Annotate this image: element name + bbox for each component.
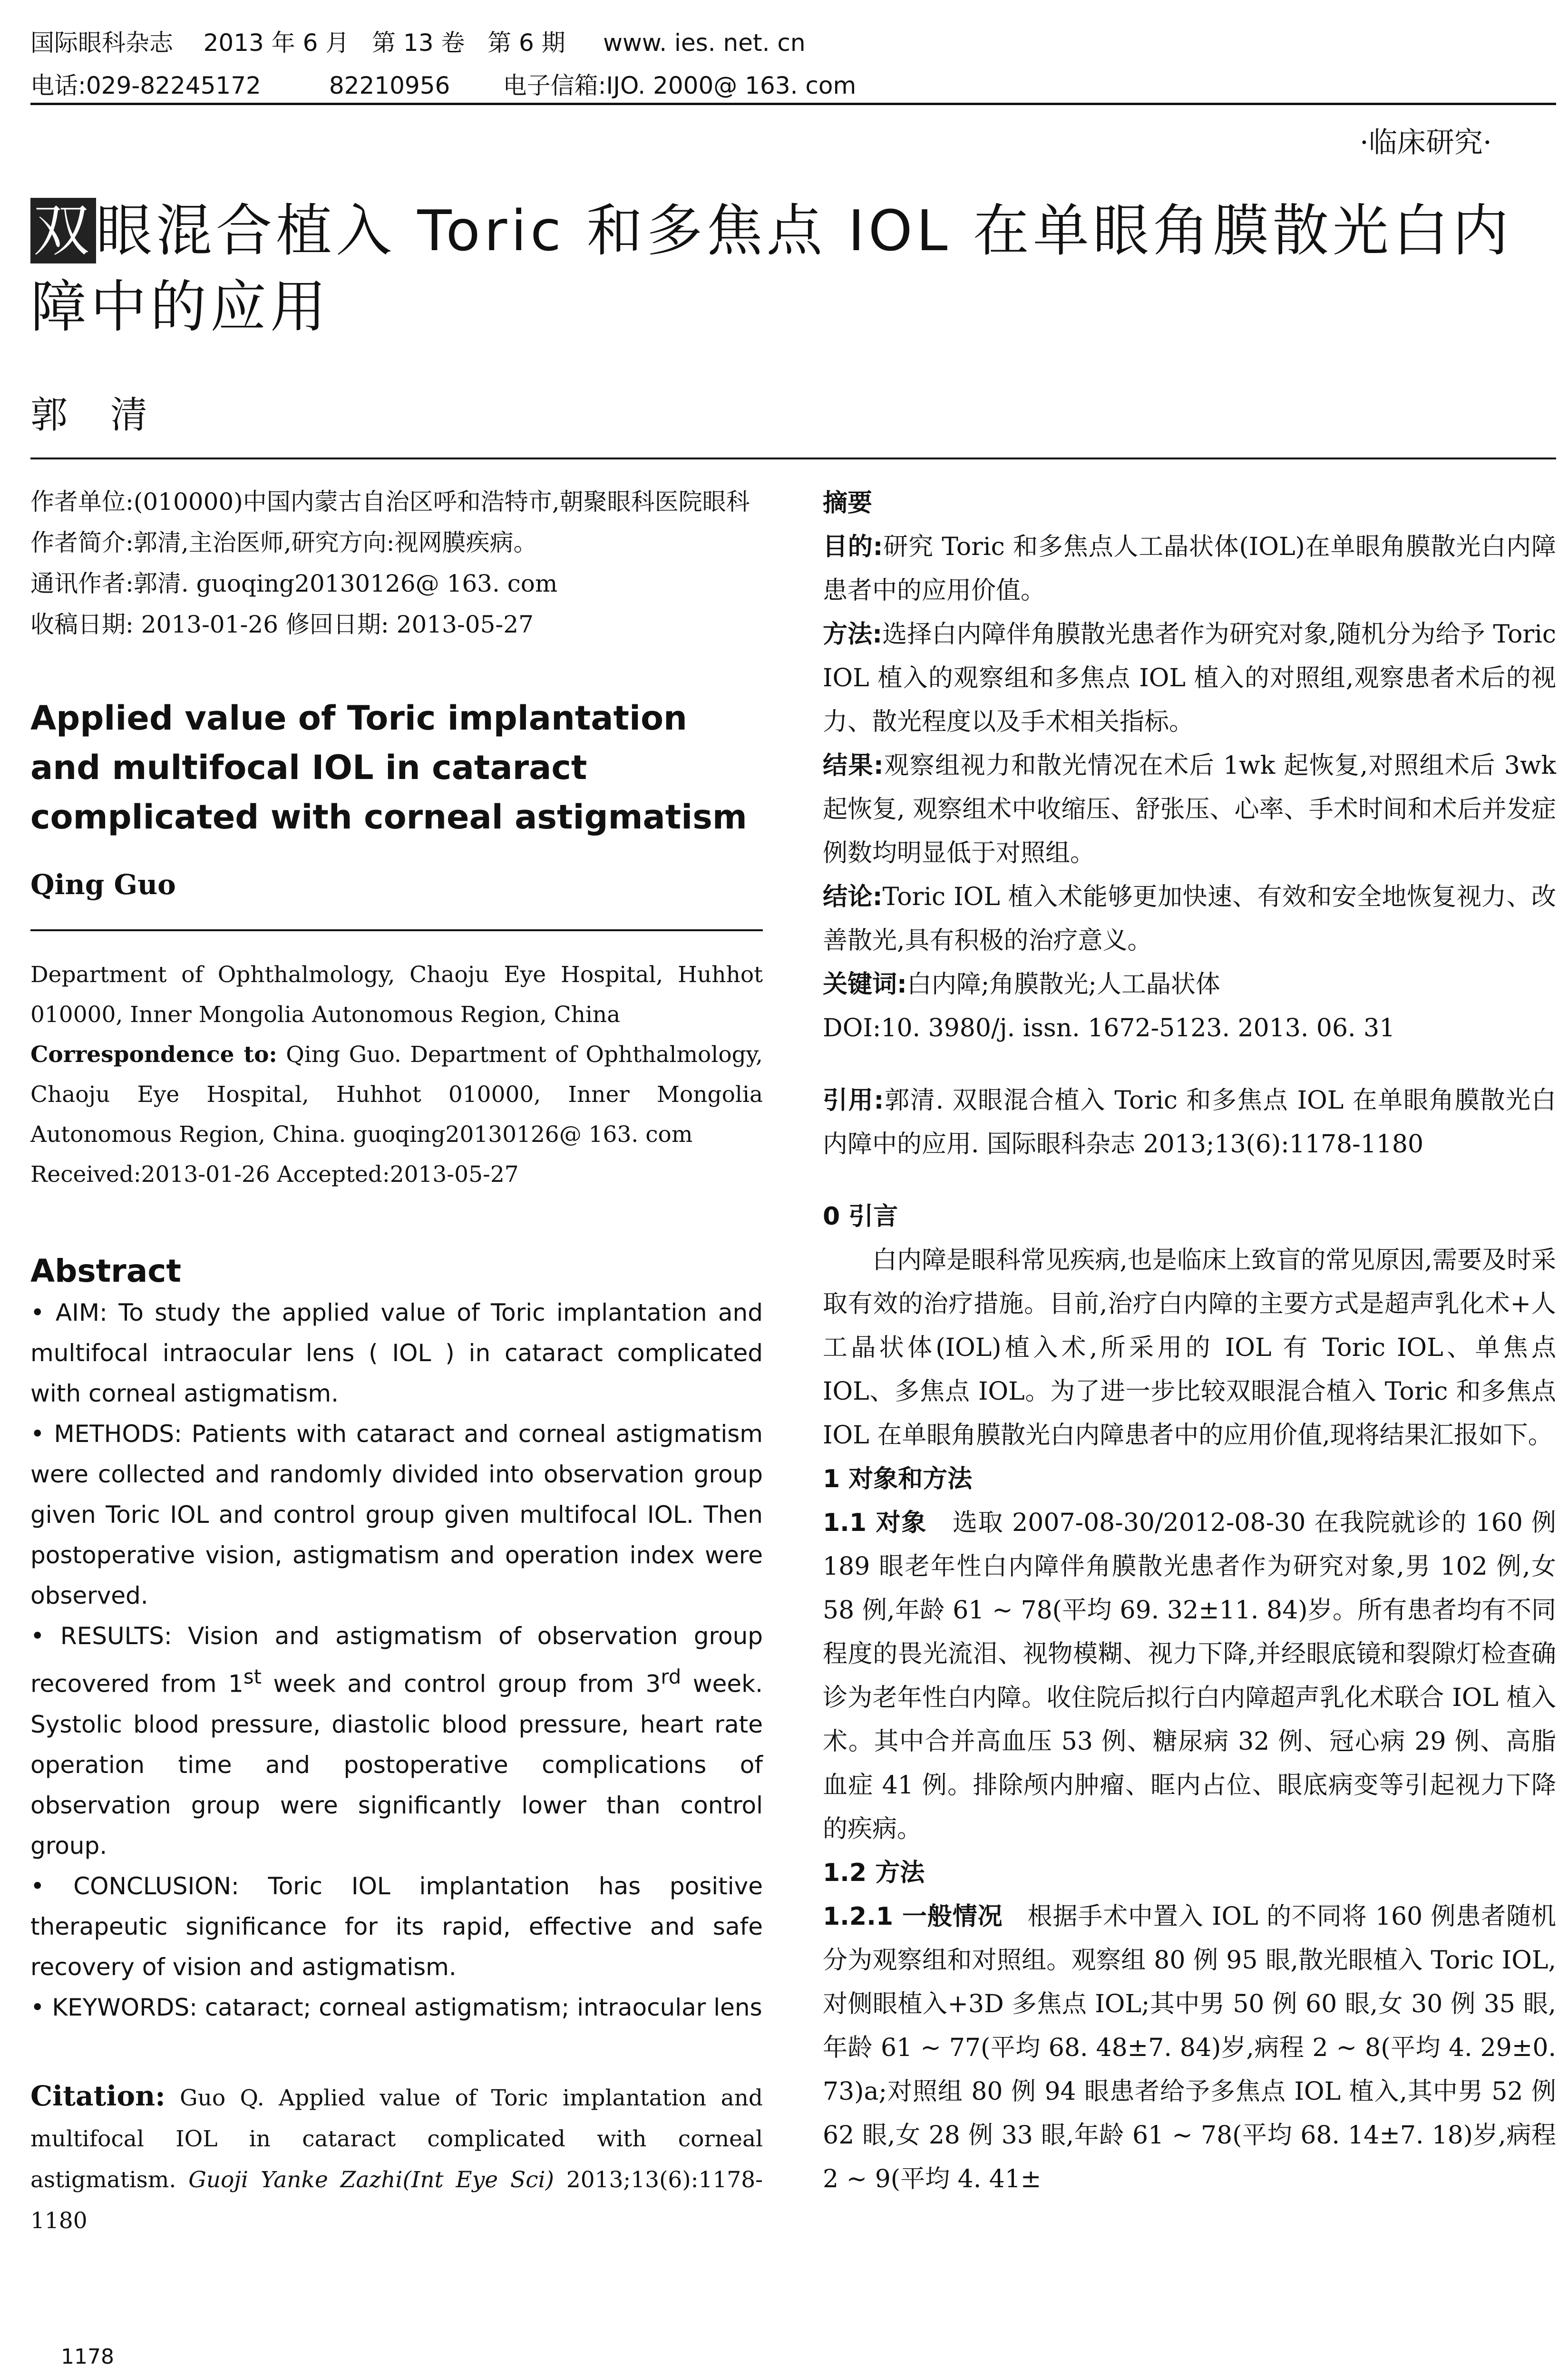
section-1-2-1-text: 根据手术中置入 IOL 的不同将 160 例患者随机分为观察组和对照组。观察组 80 例 95 眼,散光眼植入 Toric IOL,对侧眼植入+3D 多焦点 IOL;其中男 50 例 60 眼,女 30 例 35 眼,年龄 61 ~ 77(平均 68. 48±7. 84)岁,病程 2 ~ 8(平均 4. 29±0. 73)a;对照组 80 例 94 眼患者给予多焦点 IOL 植入,其中男 52 例 62 眼,女 28 例 33 眼,年龄 61 ~ 78(平均 68. 14±7. 18)岁,病程 2 ~ 9(平均 4. 41± [823,1902,1556,2193]
conclusion-text: Toric IOL 植入术能够更加快速、有效和安全地恢复视力、改善散光,具有积极的治疗意义。 [823,883,1557,955]
corresponding-author: 通讯作者:郭清. guoqing20130126@ 163. com [30,570,558,597]
results-sup2: rd [661,1665,682,1688]
section-1-2-heading: 1.2 方法 [823,1859,925,1887]
abstract-methods: • METHODS: Patients with cataract and corneal astigmatism were collected and randomly divided into observation group given Toric IOL and control group given multifocal IOL. Then postoperative vision, astigmatism and operation index were observed. [30,1420,763,1609]
article-meta-cn [30,481,763,645]
citation-cn-label: 引用: [823,1086,884,1115]
correspondence-en [30,1035,763,1155]
section-1-heading: 1 对象和方法 [823,1465,973,1493]
abstract-cn-keywords [823,963,1556,1006]
abstract-en [30,1293,763,2028]
results-part1: • RESULTS: Vision and astigmatism of observation group recovered from 1 [30,1622,763,1698]
author-bio: 作者简介:郭清,主治医师,研究方向:视网膜疾病。 [30,529,537,556]
section-tag: ·临床研究· [1359,126,1492,159]
received-dates: 收稿日期: 2013-01-26 修回日期: 2013-05-27 [30,611,534,638]
abstract-cn-results [823,744,1556,875]
abstract-cn-heading: 摘要 [823,489,873,517]
methods-label: 方法: [823,620,883,649]
aim-label: 目的: [823,533,883,561]
english-affiliation-block [30,955,763,1195]
left-column [30,481,763,2241]
author-name-cn: 郭清 [30,394,191,437]
citation-cn [823,1079,1556,1166]
results-text: 观察组视力和散光情况在术后 1wk 起恢复,对照组术后 3wk 起恢复, 观察组术中收缩压、舒张压、心率、手术时间和术后并发症例数均明显低于对照组。 [823,751,1556,867]
keywords-label: 关键词: [823,970,907,999]
aim-text: 研究 Toric 和多焦点人工晶状体(IOL)在单眼角膜散光白内障患者中的应用价值。 [823,533,1556,605]
abstract-cn-conclusion [823,875,1556,963]
correspondence-text: Qing Guo. Department of Ophthalmology, Chaoju Eye Hospital, Huhhot 010000, Inner Mongolia Autonomous Region, China. guoqing20130126@ 163. com [30,1042,763,1148]
citation-journal: Guoji Yanke Zazhi(Int Eye Sci) [188,2166,554,2193]
citation-cn-text: 郭清. 双眼混合植入 Toric 和多焦点 IOL 在单眼角膜散光白内障中的应用. 国际眼科杂志 2013;13(6):1178-1180 [823,1086,1557,1159]
affiliation: 作者单位:(010000)中国内蒙古自治区呼和浩特市,朝聚眼科医院眼科 [30,488,750,516]
section-1-2-1-label: 1.2.1 一般情况 [823,1902,1003,1931]
results-sup1: st [243,1665,262,1688]
results-part2: week and control group from 3 [261,1670,661,1698]
methods-text: 选择白内障伴角膜散光患者作为研究对象,随机分为给予 Toric IOL 植入的观察组和多焦点 IOL 植入的对照组,观察患者术后的视力、散光程度以及手术相关指标。 [823,620,1557,736]
title-rule [30,458,1556,459]
correspondence-label: Correspondence to: [30,1042,277,1068]
doi: DOI:10. 3980/j. issn. 1672-5123. 2013. 06. 31 [823,1014,1395,1042]
page-number: 1178 [61,2345,114,2369]
english-title: Applied value of Toric implantation and multifocal IOL in cataract complicated with corneal astigmatism [30,699,747,837]
conclusion-label: 结论: [823,883,883,911]
section-1-1 [823,1501,1556,1851]
citation-text: Guo Q. Applied value of Toric implantation and multifocal IOL in cataract complicated with corneal astigmatism. [30,2085,763,2193]
abstract-heading: Abstract [30,1253,181,1289]
abstract-cn-methods [823,613,1556,744]
author-name-en: Qing Guo [30,868,176,901]
results-label: 结果: [823,751,884,780]
title-first-char: 双 [30,198,96,263]
department-en: Department of Ophthalmology, Chaoju Eye Hospital, Huhhot 010000, Inner Mongolia Autonomous Region, China [30,962,763,1028]
section-1-2-1 [823,1895,1556,2201]
right-column [823,481,1556,2201]
citation-en [30,2075,763,2241]
citation-issue: 2013;13(6):1178-1180 [30,2166,763,2234]
running-header-contact: 电话:029-82245172 82210956 电子信箱:IJO. 2000@ 163. com [30,72,857,99]
keywords-text: 白内障;角膜散光;人工晶状体 [906,970,1220,999]
section-0-heading: 0 引言 [823,1202,898,1231]
abstract-cn-aim [823,525,1556,613]
running-header-journal: 国际眼科杂志 2013 年 6 月 第 13 卷 第 6 期 www. ies. net. cn [30,29,806,57]
abstract-aim: • AIM: To study the applied value of Toric implantation and multifocal intraocular lens ( IOL ) in cataract complicated with corneal astigmatism. [30,1299,763,1407]
received-en: Received:2013-01-26 Accepted:2013-05-27 [30,1161,519,1188]
header-rule [30,103,1556,105]
article-title [30,193,1562,345]
citation-label: Citation: [30,2079,166,2112]
abstract-keywords: • KEYWORDS: cataract; corneal astigmatism; intraocular lens [30,1993,762,2021]
results-part3: week. Systolic blood pressure, diastolic blood pressure, heart rate operation time and postoperative complications of observation group were significantly lower than control group. [30,1670,763,1860]
english-title-rule [30,929,763,931]
intro-paragraph: 白内障是眼科常见疾病,也是临床上致盲的常见原因,需要及时采取有效的治疗措施。目前,治疗白内障的主要方式是超声乳化术+人工晶状体(IOL)植入术,所采用的 IOL 有 Toric IOL、单焦点 IOL、多焦点 IOL。为了进一步比较双眼混合植入 Toric 和多焦点 IOL 在单眼角膜散光白内障患者中的应用价值,现将结果汇报如下。 [823,1246,1556,1450]
section-1-1-text: 选取 2007-08-30/2012-08-30 在我院就诊的 160 例 189 眼老年性白内障伴角膜散光患者作为研究对象,男 102 例,女 58 例,年龄 61 ~ 78(平均 69. 32±11. 84)岁。所有患者均有不同程度的畏光流泪、视物模糊、视力下降,并经眼底镜和裂隙灯检查确诊为老年性白内障。收住院后拟行白内障超声乳化术联合 IOL 植入术。其中合并高血压 53 例、糖尿病 32 例、冠心病 29 例、高脂血症 41 例。排除颅内肿瘤、眶内占位、眼底病变等引起视力下降的疾病。 [823,1509,1556,1843]
title-text: 眼混合植入 Toric 和多焦点 IOL 在单眼角膜散光白内障中的应用 [30,198,1512,340]
section-1-1-label: 1.1 对象 [823,1509,927,1537]
abstract-conclusion: • CONCLUSION: Toric IOL implantation has positive therapeutic significance for its rapid, effective and safe recovery of vision and astigmatism. [30,1872,763,1981]
abstract-results [30,1616,763,1866]
